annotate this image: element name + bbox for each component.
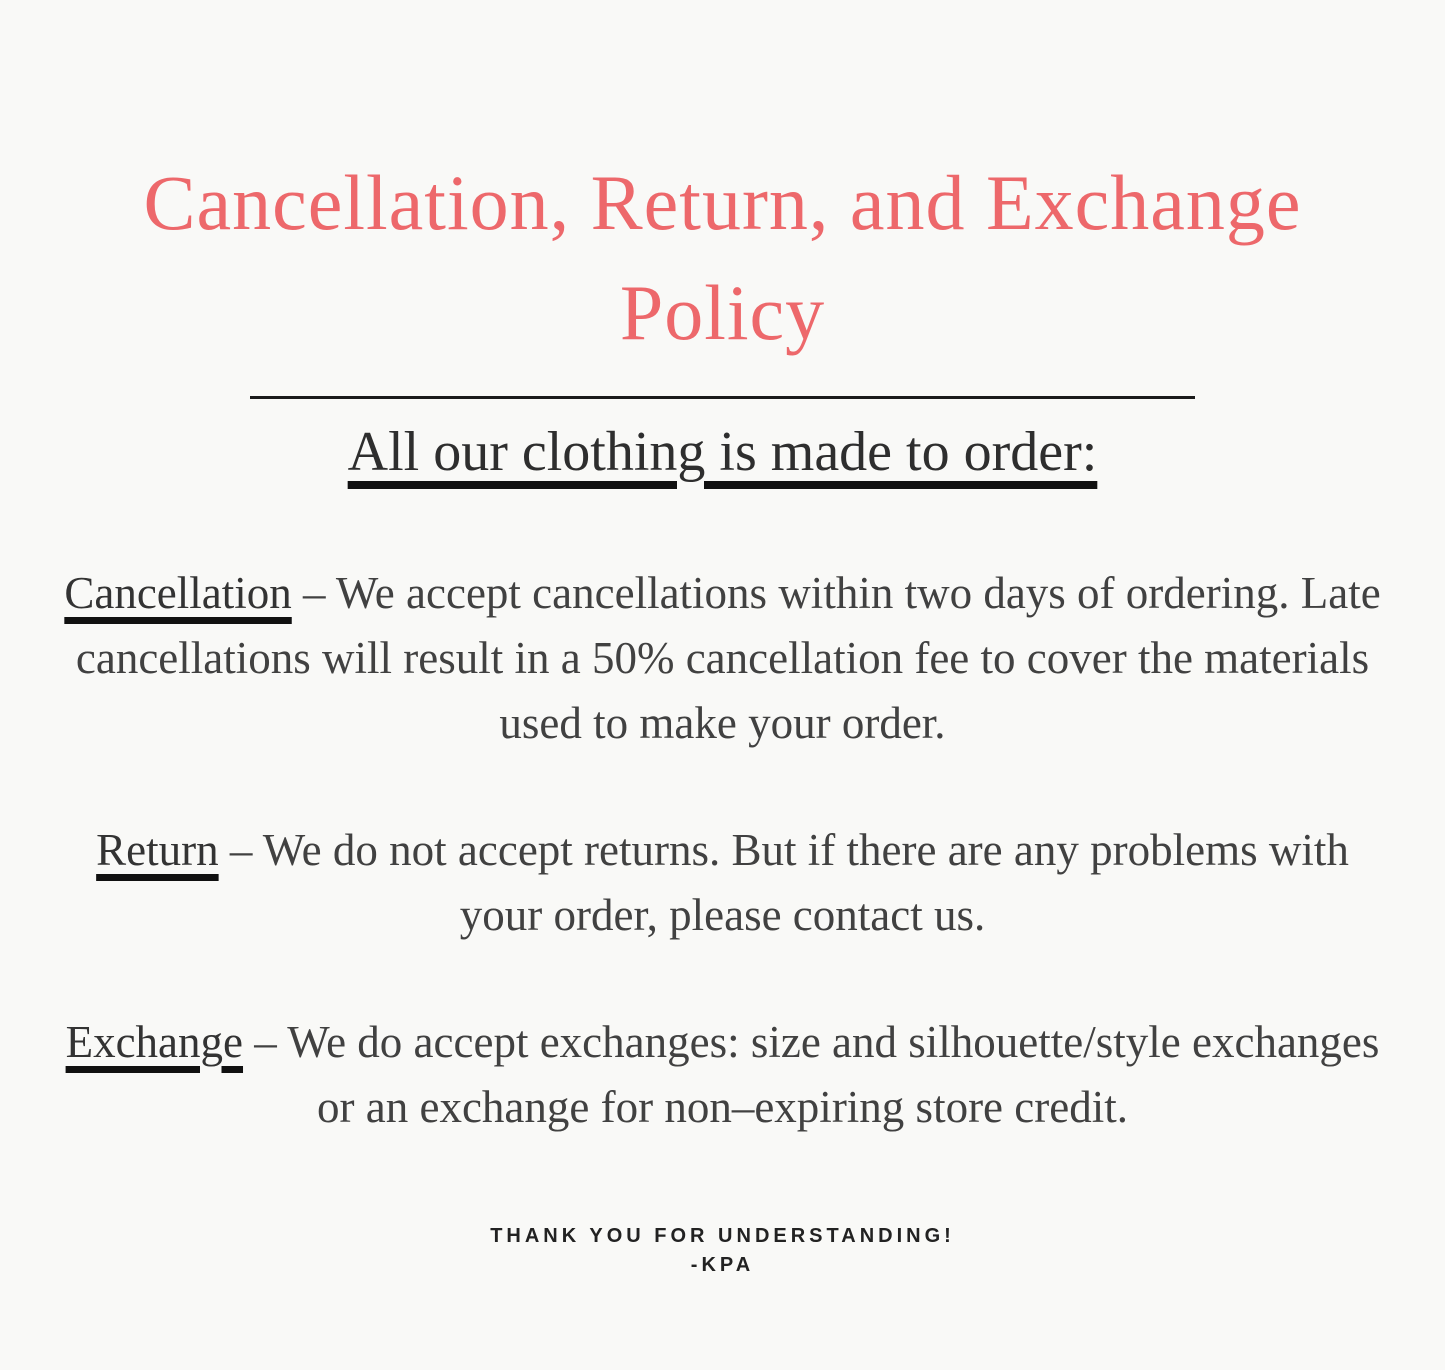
page-title <box>0 0 1445 368</box>
footer-signature: -KPA <box>690 1254 755 1276</box>
exchange-keyword: Exchange <box>65 1017 244 1067</box>
title-line-2: Policy <box>619 269 826 356</box>
exchange-policy-text: – We do accept exchanges: size and silhouette/style exchanges or an exchange for non–expiring store credit. <box>243 1017 1380 1132</box>
exchange-policy-paragraph <box>50 1010 1395 1140</box>
cancellation-keyword: Cancellation <box>64 568 292 618</box>
title-line-1: Cancellation, Return, and Exchange <box>143 159 1302 246</box>
subtitle-text: All our clothing is made to order: <box>347 421 1098 483</box>
title-divider <box>250 396 1195 399</box>
footer <box>0 1222 1445 1280</box>
return-keyword: Return <box>96 825 219 875</box>
footer-thanks-line: THANK YOU FOR UNDERSTANDING! <box>490 1225 955 1247</box>
cancellation-policy-text: – We accept cancellations within two days of ordering. Late cancellations will result in a 50% cancellation fee to cover the materials used to make your order. <box>75 568 1381 748</box>
return-policy-paragraph <box>50 818 1395 948</box>
cancellation-policy-paragraph <box>50 561 1395 756</box>
subtitle-heading <box>0 419 1445 485</box>
return-policy-text: – We do not accept returns. But if there are any problems with your order, please contact us. <box>218 825 1349 940</box>
